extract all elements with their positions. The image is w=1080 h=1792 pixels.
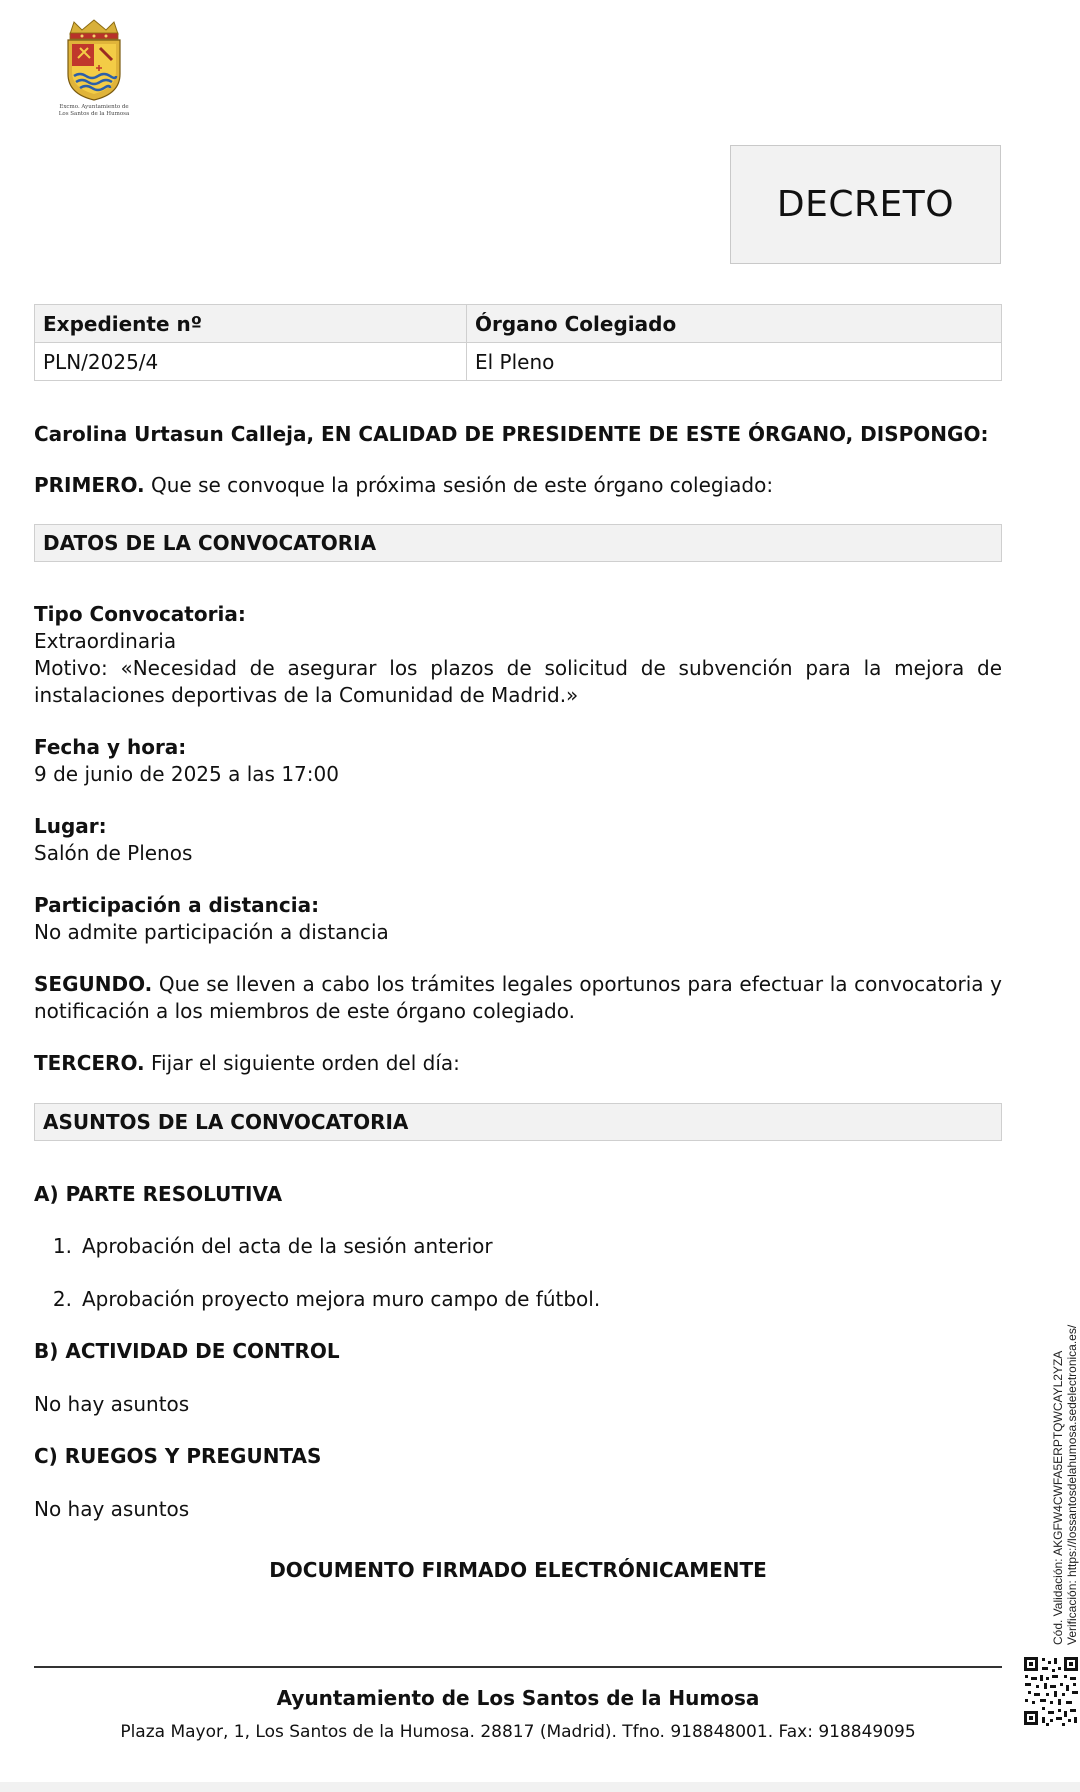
tercero-label: TERCERO. — [34, 1051, 145, 1075]
participacion-value: No admite participación a distancia — [34, 920, 389, 944]
expediente-value: PLN/2025/4 — [35, 343, 467, 381]
parte-b-value: No hay asuntos — [34, 1392, 190, 1416]
datos-section-header: DATOS DE LA CONVOCATORIA — [34, 524, 1002, 562]
item-text: Aprobación proyecto mejora muro campo de fútbol. — [82, 1287, 601, 1311]
agenda-list — [34, 1233, 600, 1339]
footer-title: Ayuntamiento de Los Santos de la Humosa — [276, 1686, 760, 1710]
list-item — [34, 1233, 600, 1260]
parte-c-heading: C) RUEGOS Y PREGUNTAS — [34, 1444, 322, 1468]
parte-b-heading: B) ACTIVIDAD DE CONTROL — [34, 1339, 340, 1363]
qr-code-icon — [1022, 1655, 1080, 1728]
coat-of-arms-logo — [56, 18, 132, 130]
validation-side-text — [1051, 1225, 1079, 1645]
footer-divider — [34, 1666, 1002, 1668]
organo-header: Órgano Colegiado — [467, 305, 1002, 343]
tercero-text: Fijar el siguiente orden del día: — [144, 1051, 460, 1075]
validation-code: Cód. Validación: AKGFW4CWFA5ERPTQWCAYL2YZA — [1051, 1350, 1065, 1645]
footer-address: Plaza Mayor, 1, Los Santos de la Humosa. 28817 (Madrid). Tfno. 918848001. Fax: 918849095 — [120, 1722, 916, 1742]
fecha-value: 9 de junio de 2025 a las 17:00 — [34, 762, 339, 786]
table-row — [35, 343, 1002, 381]
crest-caption: Excmo. Ayuntamiento de Los Santos de la Humosa — [58, 104, 130, 117]
signed-notice: DOCUMENTO FIRMADO ELECTRÓNICAMENTE — [269, 1558, 767, 1582]
intro-statement: Carolina Urtasun Calleja, EN CALIDAD DE PRESIDENTE DE ESTE ÓRGANO, DISPONGO: — [34, 422, 989, 446]
asuntos-section-header: ASUNTOS DE LA CONVOCATORIA — [34, 1103, 1002, 1141]
motivo-text: Motivo: «Necesidad de asegurar los plazos de solicitud de subvención para la mejora de instalaciones deportivas de la Comunidad de Madrid.» — [34, 656, 1002, 707]
primero-paragraph — [34, 472, 1002, 499]
verification-url: Verificación: https://lossantosdelahumosa.sedelectronica.es/ — [1065, 1324, 1079, 1645]
expediente-header: Expediente nº — [35, 305, 467, 343]
segundo-text: Que se lleven a cabo los trámites legales oportunos para efectuar la convocatoria y notificación a los miembros de este órgano colegiado. — [34, 972, 1002, 1023]
table-header-row — [35, 305, 1002, 343]
parte-a-heading: A) PARTE RESOLUTIVA — [34, 1182, 283, 1206]
item-number: 1. — [52, 1234, 72, 1258]
segundo-label: SEGUNDO. — [34, 972, 153, 996]
tipo-value: Extraordinaria — [34, 629, 177, 653]
participacion-label: Participación a distancia: — [34, 893, 320, 917]
primero-text: Que se convoque la próxima sesión de este órgano colegiado: — [144, 473, 774, 497]
tercero-paragraph — [34, 1050, 1002, 1077]
primero-label: PRIMERO. — [34, 473, 145, 497]
item-number: 2. — [52, 1287, 72, 1311]
tipo-label: Tipo Convocatoria: — [34, 602, 246, 626]
expediente-table — [34, 304, 1002, 381]
parte-c-value: No hay asuntos — [34, 1497, 190, 1521]
crest-icon — [56, 18, 132, 102]
lugar-label: Lugar: — [34, 814, 107, 838]
fecha-label: Fecha y hora: — [34, 735, 187, 759]
segundo-paragraph — [34, 971, 1002, 1025]
item-text: Aprobación del acta de la sesión anterior — [82, 1234, 493, 1258]
organo-value: El Pleno — [467, 343, 1002, 381]
lugar-value: Salón de Plenos — [34, 841, 193, 865]
bottom-strip — [0, 1782, 1080, 1792]
document-type-box: DECRETO — [730, 145, 1001, 264]
list-item — [34, 1286, 600, 1313]
